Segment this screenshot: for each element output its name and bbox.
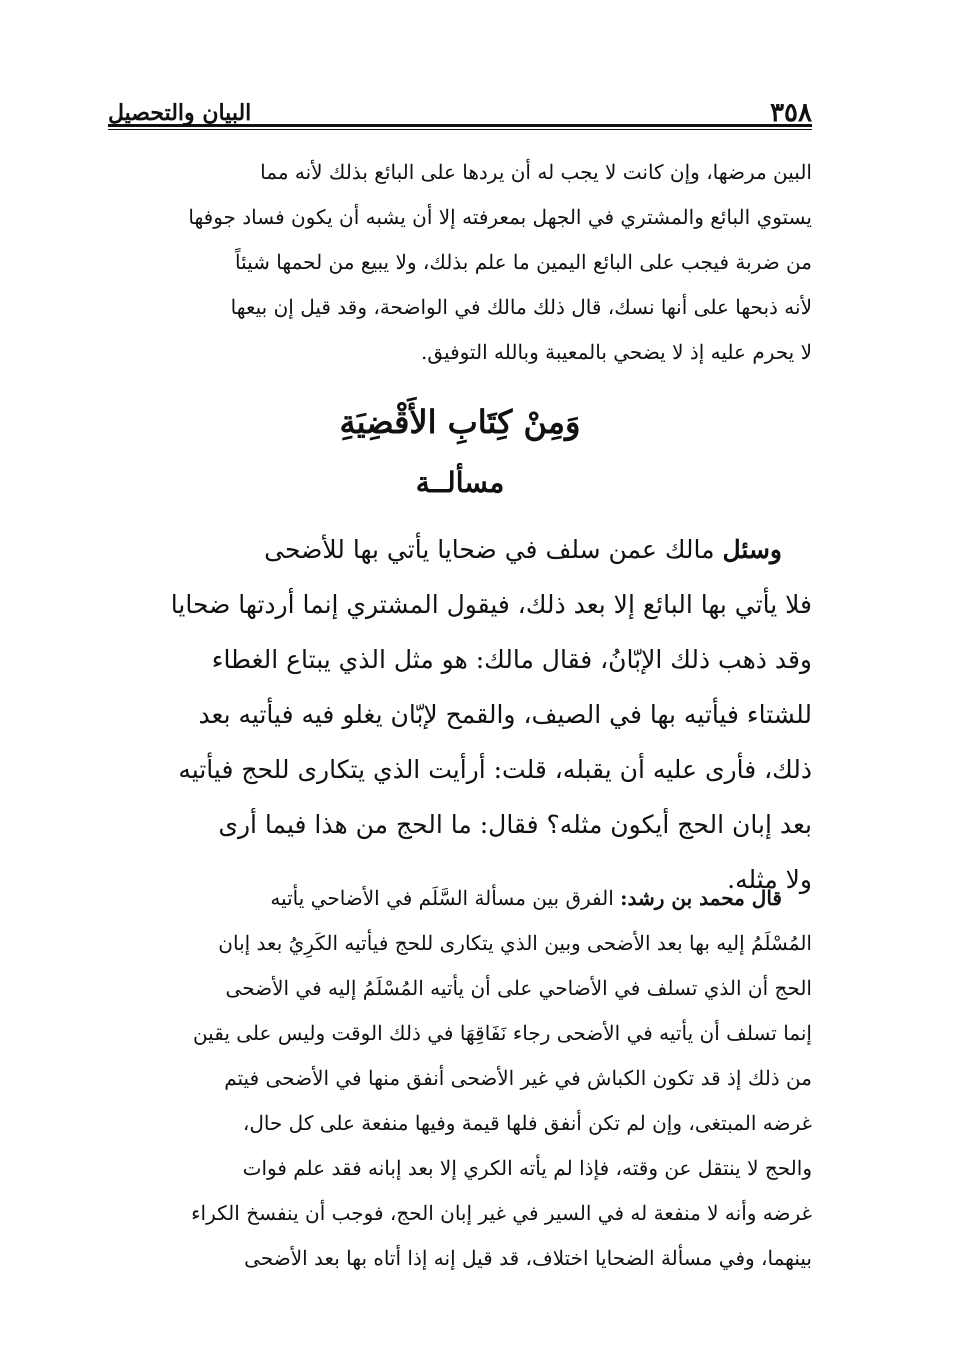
text-line: إنما تسلف أن يأتيه في الأضحى رجاء نَفَاقِهَا في ذلك الوقت وليس على يقين	[192, 1021, 812, 1045]
text-line: من ذلك إذ قد تكون الكباش في غير الأضحى أنفق منها في الأضحى فيتم	[224, 1066, 812, 1090]
text-line: وقد ذهب ذلك الإبّانُ، فقال مالك: هو مثل الذي يبتاع الغطاء	[211, 645, 812, 674]
text-line: فلا يأتي بها البائع إلا بعد ذلك، فيقول المشتري إنما أردتها ضحايا	[170, 590, 812, 619]
text-line: ولا مثله.	[727, 865, 812, 894]
lead-word: وسئل	[722, 535, 782, 564]
running-title: البيان والتحصيل	[108, 100, 252, 126]
text-line	[108, 522, 812, 577]
text-line: ذلك، فأرى عليه أن يقبله، قلت: أرأيت الذي يتكارى للحج فيأتيه	[178, 755, 812, 784]
text-line: غرضه وأنه لا منفعة له في السير في غير إبان الحج، فوجب أن ينفسخ الكراء	[191, 1201, 812, 1225]
text-line: المُسْلَمُ إليه بها بعد الأضحى وبين الذي يتكارى للحج فيأتيه الكَرِيُ بعد إبان	[218, 931, 812, 955]
text-line: بعد إبان الحج أيكون مثله؟ فقال: ما الحج من هذا فيما أرى	[218, 810, 812, 839]
page-header	[108, 84, 812, 128]
paragraph-question	[108, 522, 812, 907]
chapter-heading: وَمِنْ كِتَابِ الأَقْضِيَةِ	[339, 403, 581, 441]
section-heading: مسألــة	[415, 466, 505, 499]
text-line: من ضربة فيجب على البائع اليمين ما علم بذلك، ولا يبيع من لحمها شيئاً	[235, 250, 812, 274]
text-line	[108, 876, 812, 921]
text-line-rest: الفرق بين مسألة السَّلَم في الأضاحي يأتيه	[270, 886, 621, 910]
paragraph-commentary	[108, 876, 812, 1281]
paragraph-continuation	[108, 150, 812, 375]
text-line: الحج أن الذي تسلف في الأضاحي على أن يأتيه المُسْلَمُ إليه في الأضحى	[225, 976, 812, 1000]
lead-phrase: قال محمد بن رشد:	[620, 886, 782, 910]
text-line: للشتاء فيأتيه بها في الصيف، والقمح لإبّان يغلو فيه فيأتيه بعد	[198, 700, 812, 729]
text-line: البين مرضها، وإن كانت لا يجب له أن يردها على البائع بذلك لأنه مما	[260, 160, 812, 184]
text-line: لأنه ذبحها على أنها نسك، قال ذلك مالك في الواضحة، وقد قيل إن بيعها	[230, 295, 812, 319]
text-line: بينهما، وفي مسألة الضحايا اختلاف، قد قيل إنه إذا أتاه بها بعد الأضحى	[244, 1246, 812, 1270]
text-line: غرضه المبتغى، وإن لم تكن أنفق فلها قيمة وفيها منفعة على كل حال،	[242, 1111, 812, 1135]
page-number: ٣٥٨	[770, 98, 812, 128]
text-line: لا يحرم عليه إذ لا يضحي بالمعيبة وبالله التوفيق.	[421, 340, 812, 364]
header-rule	[108, 124, 812, 130]
text-line-rest: مالك عمن سلف في ضحايا يأتي بها للأضحى	[264, 535, 723, 564]
text-line: والحج لا ينتقل عن وقته، فإذا لم يأته الكري إلا بعد إبانه فقد علم فوات	[242, 1156, 812, 1180]
text-line: يستوي البائع والمشتري في الجهل بمعرفته إلا أن يشبه أن يكون فساد جوفها	[188, 205, 812, 229]
